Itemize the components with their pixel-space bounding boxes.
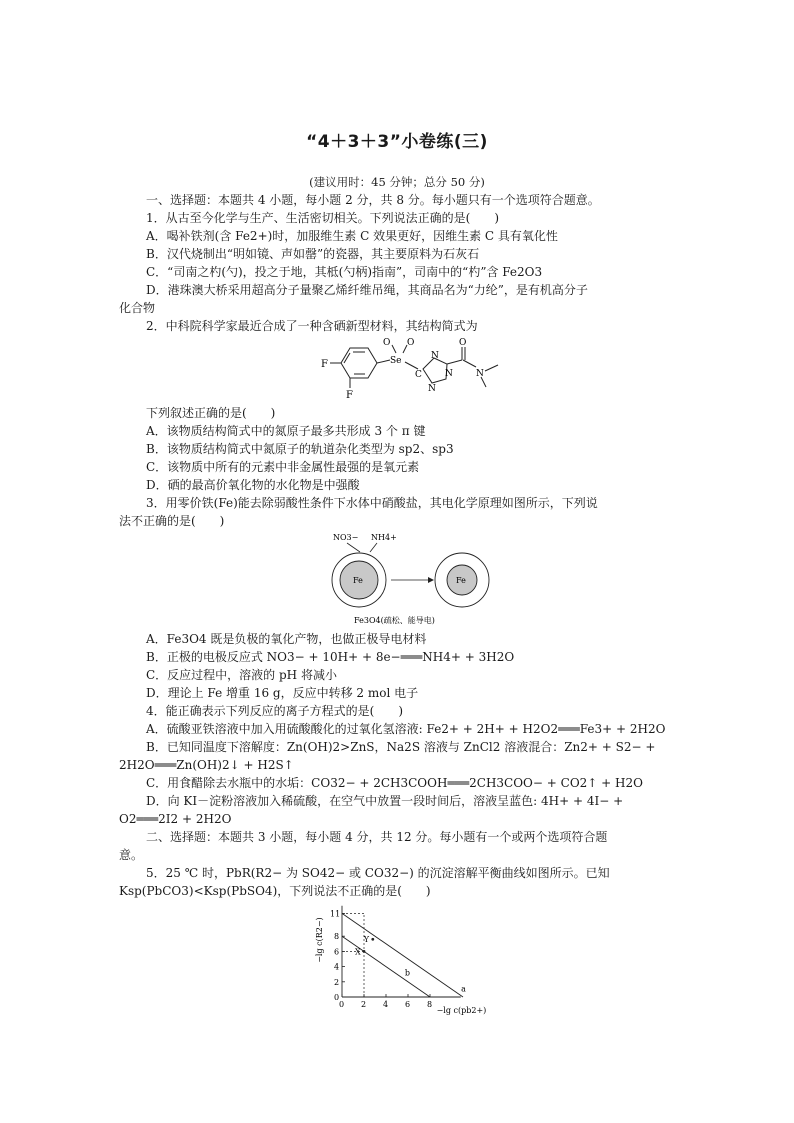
point-Y <box>371 938 374 941</box>
x-tick-label: 6 <box>405 1000 411 1009</box>
q1-option-d-line1: D．港珠澳大桥采用超高分子量聚乙烯纤维吊绳，其商品名为“力纶”，是有机高分子 <box>146 283 588 297</box>
q4-option-a: A．硫酸亚铁溶液中加入用硫酸酸化的过氧化氢溶液: Fe2+ + 2H+ + H2O2═══Fe3+ + 2H2O <box>146 722 666 736</box>
q2-option-c: C．该物质中所有的元素中非金属性最强的是氧元素 <box>146 460 420 474</box>
q3-stem-line2: 法不正确的是( ) <box>119 514 225 528</box>
nitrogen-atom-1: N <box>431 351 439 361</box>
fluorine-atom-1: F <box>321 359 328 370</box>
x-tick-label: 4 <box>383 1000 389 1009</box>
q1-option-a: A．喝补铁剂(含 Fe2+)时，加服维生素 C 效果更好，因维生素 C 具有氧化性 <box>146 229 558 243</box>
nitrogen-atom-4: N <box>476 369 484 379</box>
q4-option-b-line1: B．已知同温度下溶解度：Zn(OH)2>ZnS，Na2S 溶液与 ZnCl2 溶液混合：Zn2+ + S2− + <box>146 740 656 754</box>
q5-stem-line2: Ksp(PbCO3)<Ksp(PbSO4)，下列说法不正确的是( ) <box>119 884 431 898</box>
q3-option-c: C．反应过程中，溶液的 pH 将减小 <box>146 668 337 682</box>
q3-option-b: B．正极的电极反应式 NO3− + 10H+ + 8e−═══NH4+ + 3H2O <box>146 650 515 664</box>
q4-option-d-line2: O2═══2I2 + 2H2O <box>119 812 232 826</box>
point-label-Y: Y <box>363 935 370 945</box>
x-tick-label: 0 <box>339 1000 345 1009</box>
oxygen-atom-2: O <box>407 338 415 348</box>
series-label-a: a <box>461 984 466 994</box>
q3-option-d: D．理论上 Fe 增重 16 g，反应中转移 2 mol 电子 <box>146 686 419 700</box>
selenium-compound-structure <box>310 336 510 406</box>
q3-option-a: A．Fe3O4 既是负极的氧化产物，也做正极导电材料 <box>146 632 427 646</box>
q1-option-b: B．汉代烧制出“明如镜、声如罄”的瓷器，其主要原料为石灰石 <box>146 247 480 261</box>
q2-option-a: A．该物质结构简式中的氮原子最多共形成 3 个 π 键 <box>146 424 426 438</box>
section-1-heading: 一、选择题：本题共 4 小题，每小题 2 分，共 8 分。每小题只有一个选项符合题意。 <box>146 193 600 207</box>
series-label-b: b <box>404 968 410 978</box>
q2-option-b: B．该物质结构简式中氮原子的轨道杂化类型为 sp2、sp3 <box>146 442 454 456</box>
q2-stem: 2．中科院科学家最近合成了一种含硒新型材料，其结构简式为 <box>146 319 478 333</box>
carbon-atom: C <box>415 370 422 380</box>
y-tick-label: 2 <box>334 977 340 987</box>
time-score-note: (建议用时：45 分钟；总分 50 分) <box>309 175 485 189</box>
ksp-equilibrium-chart <box>310 903 510 1023</box>
y-tick-label: 4 <box>334 962 340 972</box>
q5-stem-line1: 5．25 ℃ 时，PbR(R2− 为 SO42− 或 CO32−) 的沉淀溶解平衡曲线如图所示。已知 <box>146 866 610 880</box>
left-fe-label: Fe <box>353 576 363 585</box>
x-tick-label: 2 <box>361 1000 367 1009</box>
q2-lead: 下列叙述正确的是( ) <box>146 406 276 420</box>
page-title: “4＋3＋3”小卷练(三) <box>306 132 488 152</box>
q1-option-d-line2: 化合物 <box>119 301 156 315</box>
y-axis-label: −lg c(R2−) <box>315 917 324 963</box>
q4-stem: 4．能正确表示下列反应的离子方程式的是( ) <box>146 704 403 718</box>
nitrate-label: NO3− <box>333 533 359 542</box>
q1-option-c: C．“司南之杓(勺)，投之于地，其柢(勺柄)指南”，司南中的“杓”含 Fe2O3 <box>146 265 543 279</box>
point-X <box>363 950 366 953</box>
y-tick-label: 0 <box>334 993 340 1002</box>
nitrogen-atom-2: N <box>445 369 453 379</box>
right-fe-label: Fe <box>456 576 466 585</box>
fluorine-atom-2: F <box>346 390 353 401</box>
q4-option-b-line2: 2H2O═══Zn(OH)2↓ + H2S↑ <box>119 758 294 772</box>
ammonium-arrow <box>370 543 377 552</box>
x-axis-label: −lg c(pb2+) <box>436 1006 487 1015</box>
fe3o4-caption: Fe3O4(疏松、能导电) <box>354 616 435 625</box>
oxygen-atom-1: O <box>383 338 391 348</box>
electrochemistry-diagram <box>325 530 505 630</box>
series-line-b <box>342 936 430 997</box>
process-arrow-head <box>428 577 434 583</box>
y-tick-label: 8 <box>334 932 340 942</box>
section-2-heading-line1: 二、选择题：本题共 3 小题，每小题 4 分，共 12 分。每小题有一个或两个选项符合题 <box>146 830 608 844</box>
q2-option-d: D．硒的最高价氧化物的水化物是中强酸 <box>146 478 360 492</box>
q4-option-c: C．用食醋除去水瓶中的水垢：CO32− + 2CH3COOH═══2CH3COO− + CO2↑ + H2O <box>146 776 643 790</box>
q1-stem: 1．从古至今化学与生产、生活密切相关。下列说法正确的是( ) <box>146 211 500 225</box>
y-tick-label: 6 <box>334 947 340 957</box>
x-tick-label: 8 <box>427 1000 433 1009</box>
selenium-atom: Se <box>390 356 402 366</box>
nitrogen-atom-3: N <box>428 384 436 394</box>
y-tick-label: 11 <box>330 909 341 919</box>
oxygen-atom-3: O <box>459 338 467 348</box>
nitrate-arrow <box>347 543 360 552</box>
ammonium-label: NH4+ <box>371 533 397 542</box>
section-2-heading-line2: 意。 <box>119 848 144 862</box>
q3-stem-line1: 3．用零价铁(Fe)能去除弱酸性条件下水体中硝酸盐，其电化学原理如图所示，下列说 <box>146 496 598 510</box>
q4-option-d-line1: D．向 KI－淀粉溶液加入稀硫酸，在空气中放置一段时间后，溶液呈蓝色: 4H+ + 4I− + <box>146 794 624 808</box>
point-label-X: X <box>355 947 361 957</box>
